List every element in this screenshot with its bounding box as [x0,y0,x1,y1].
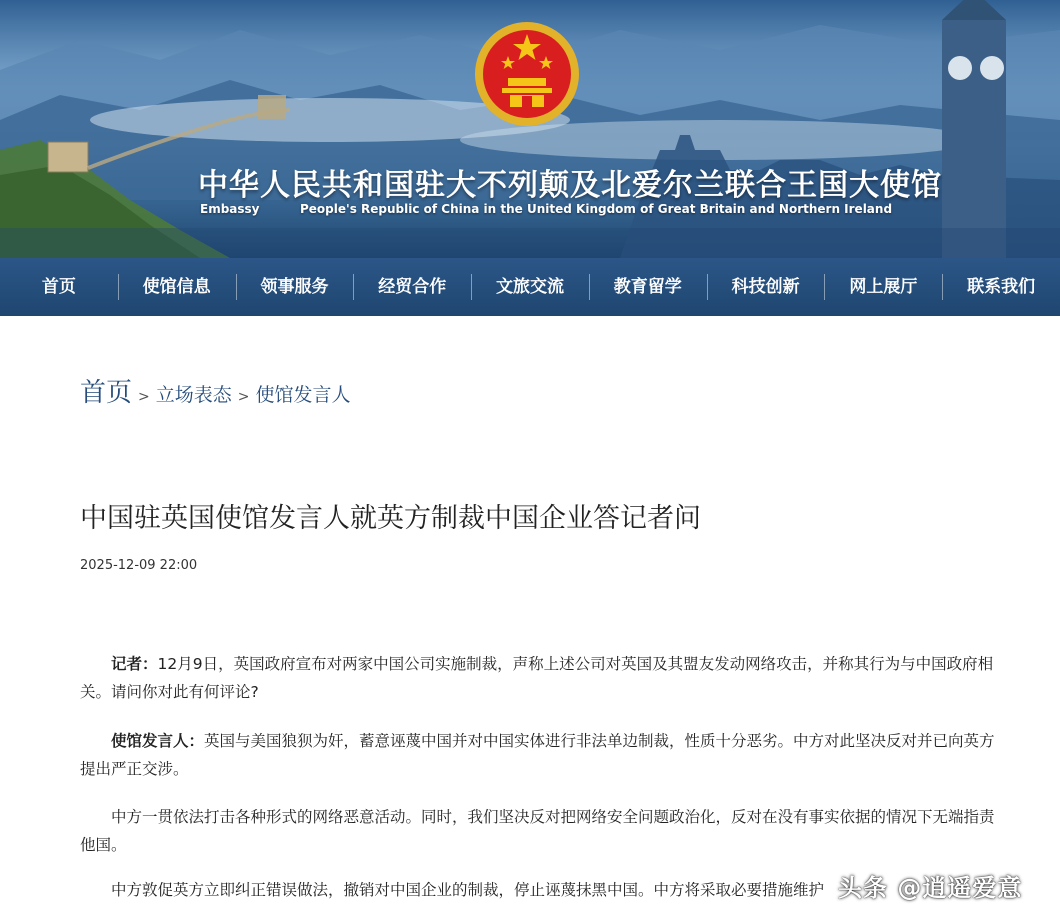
nav-item-contact[interactable]: 联系我们 [942,258,1060,316]
nav-item-home[interactable]: 首页 [41,277,76,297]
article-date: 2025-12-09 22:00 [80,558,198,573]
breadcrumb-home-link[interactable]: 首页 [80,378,133,408]
breadcrumb-separator: > [237,389,250,405]
speaker-label-spokesperson: 使馆发言人： [111,732,205,750]
nav-item-technology[interactable]: 科技创新 [707,258,825,316]
paragraph-text: 英国与美国狼狈为奸，蓄意诬蔑中国并对中国实体进行非法单边制裁，性质十分恶劣。中方对此坚决反对并已向英方提出严正交涉。 [80,732,995,778]
nav-item-culture-tourism[interactable]: 文旅交流 [471,258,589,316]
paragraph-text: 12月9日，英国政府宣布对两家中国公司实施制裁，声称上述公司对英国及其盟友发动网络攻击，并称其行为与中国政府相关。请问你对此有何评论? [80,655,994,701]
article-title: 中国驻英国使馆发言人就英方制裁中国企业答记者问 [80,503,701,534]
article-paragraph-answer [80,727,1000,783]
main-nav [0,258,1060,316]
header-banner [0,0,1060,258]
nav-item-embassy-info[interactable]: 使馆信息 [118,258,236,316]
nav-item-online-exhibition[interactable]: 网上展厅 [824,258,942,316]
breadcrumb-spokesperson-link[interactable]: 使馆发言人 [255,384,351,406]
watermark: 头条 @逍遥爱意 [838,874,1023,902]
paragraph-text: 中方敦促英方立即纠正错误做法，撤销对中国企业的制裁，停止诬蔑抹黑中国。中方将采取必要措施维护 [111,881,825,899]
nav-item-trade[interactable]: 经贸合作 [353,258,471,316]
breadcrumb-separator: > [138,389,150,405]
speaker-label-reporter: 记者： [111,655,158,673]
site-title-en-embassy: Embassy [200,202,260,216]
site-title-en-country: People's Republic of China in the United Kingdom of Great Britain and Northern Ireland [300,202,893,216]
article-paragraph-question [80,650,1000,706]
site-title-cn: 中华人民共和国驻大不列颠及北爱尔兰联合王国大使馆 [198,168,942,203]
nav-item-education[interactable]: 教育留学 [589,258,707,316]
national-emblem-icon [472,12,582,132]
nav-item-consular[interactable]: 领事服务 [236,258,354,316]
paragraph-text: 中方一贯依法打击各种形式的网络恶意活动。同时，我们坚决反对把网络安全问题政治化，反对在没有事实依据的情况下无端指责他国。 [80,808,995,854]
breadcrumb-stance-link[interactable]: 立场表态 [155,384,232,406]
article-paragraph [80,803,1000,859]
breadcrumb [80,372,351,409]
